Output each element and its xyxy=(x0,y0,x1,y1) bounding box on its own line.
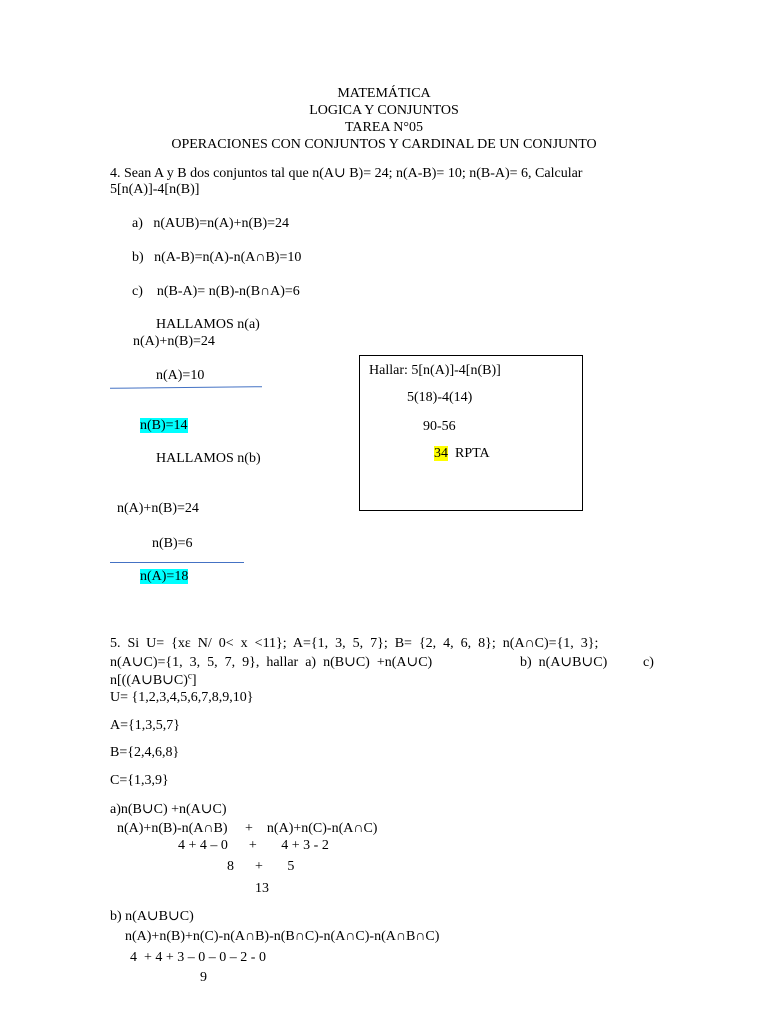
part-b-title: b) n(A∪B∪C) xyxy=(110,909,194,924)
problem-5-part-c: c) xyxy=(643,655,654,670)
answer-box-step1: 5(18)-4(14) xyxy=(407,390,473,405)
problem-5-statement-cont: n(A∪C)={1, 3, 5, 7, 9}, hallar a) n(B∪C) +n(A∪C) xyxy=(110,655,433,670)
task-title: TAREA N°05 xyxy=(345,120,423,135)
problem-4-statement-cont: 5[n(A)]-4[n(B)] xyxy=(110,182,200,197)
equation-na: n(A)=10 xyxy=(156,368,205,383)
problem-5-statement-end: n[((A∪B∪C)$^c$] xyxy=(110,670,197,688)
part-b-result: 9 xyxy=(200,970,207,985)
problem-4-statement: 4. Sean A y B dos conjuntos tal que n(A∪ B)= 24; n(A-B)= 10; n(B-A)= 6, Calcular xyxy=(110,166,583,181)
problem-5-statement: 5. Si U= {xε N/ 0< x <11}; A={1, 3, 5, 7}; B= {2, 4, 6, 8}; n(A∩C)={1, 3}; xyxy=(110,636,599,651)
answer-box-result xyxy=(434,446,490,462)
find-b-heading: HALLAMOS n(b) xyxy=(156,451,261,466)
equation-sum-2: n(A)+n(B)=24 xyxy=(117,501,199,516)
part-a-substitution: 4 + 4 – 0 + 4 + 3 - 2 xyxy=(178,838,329,853)
page-title: OPERACIONES CON CONJUNTOS Y CARDINAL DE UN CONJUNTO xyxy=(171,137,597,152)
item-b: b) n(A-B)=n(A)-n(A∩B)=10 xyxy=(132,250,302,265)
answer-box-heading: Hallar: 5[n(A)]-4[n(B)] xyxy=(369,363,501,378)
answer-label: RPTA xyxy=(448,446,490,461)
item-c: c) n(B-A)= n(B)-n(B∩A)=6 xyxy=(132,284,300,299)
result-na: n(A)=18 xyxy=(140,569,189,584)
answer-box-step2: 90-56 xyxy=(423,419,456,434)
item-a: a) n(AUB)=n(A)+n(B)=24 xyxy=(132,216,290,231)
set-c: C={1,3,9} xyxy=(110,773,169,788)
topic-title: LOGICA Y CONJUNTOS xyxy=(309,103,459,118)
underline-rule xyxy=(110,386,262,389)
set-u: U= {1,2,3,4,5,6,7,8,9,10} xyxy=(110,690,254,705)
result-nb: n(B)=14 xyxy=(140,418,188,433)
find-a-heading: HALLAMOS n(a) xyxy=(156,317,260,332)
underline-rule-2 xyxy=(110,562,244,563)
answer-number: 34 xyxy=(434,446,448,461)
equation-sum: n(A)+n(B)=24 xyxy=(133,334,215,349)
problem-5-part-b: b) n(A∪B∪C) xyxy=(520,655,608,670)
part-a-result: 13 xyxy=(255,881,269,896)
part-a-title: a)n(B∪C) +n(A∪C) xyxy=(110,802,227,817)
part-b-substitution: 4 + 4 + 3 – 0 – 0 – 2 - 0 xyxy=(130,950,266,965)
set-b: B={2,4,6,8} xyxy=(110,745,180,760)
equation-nb: n(B)=6 xyxy=(152,536,193,551)
set-a: A={1,3,5,7} xyxy=(110,718,180,733)
part-a-formula: n(A)+n(B)-n(A∩B) + n(A)+n(C)-n(A∩C) xyxy=(117,821,378,836)
part-a-sum: 8 + 5 xyxy=(227,859,295,874)
part-b-formula: n(A)+n(B)+n(C)-n(A∩B)-n(B∩C)-n(A∩C)-n(A∩B∩C) xyxy=(125,929,440,944)
subject-title: MATEMÁTICA xyxy=(337,86,431,101)
